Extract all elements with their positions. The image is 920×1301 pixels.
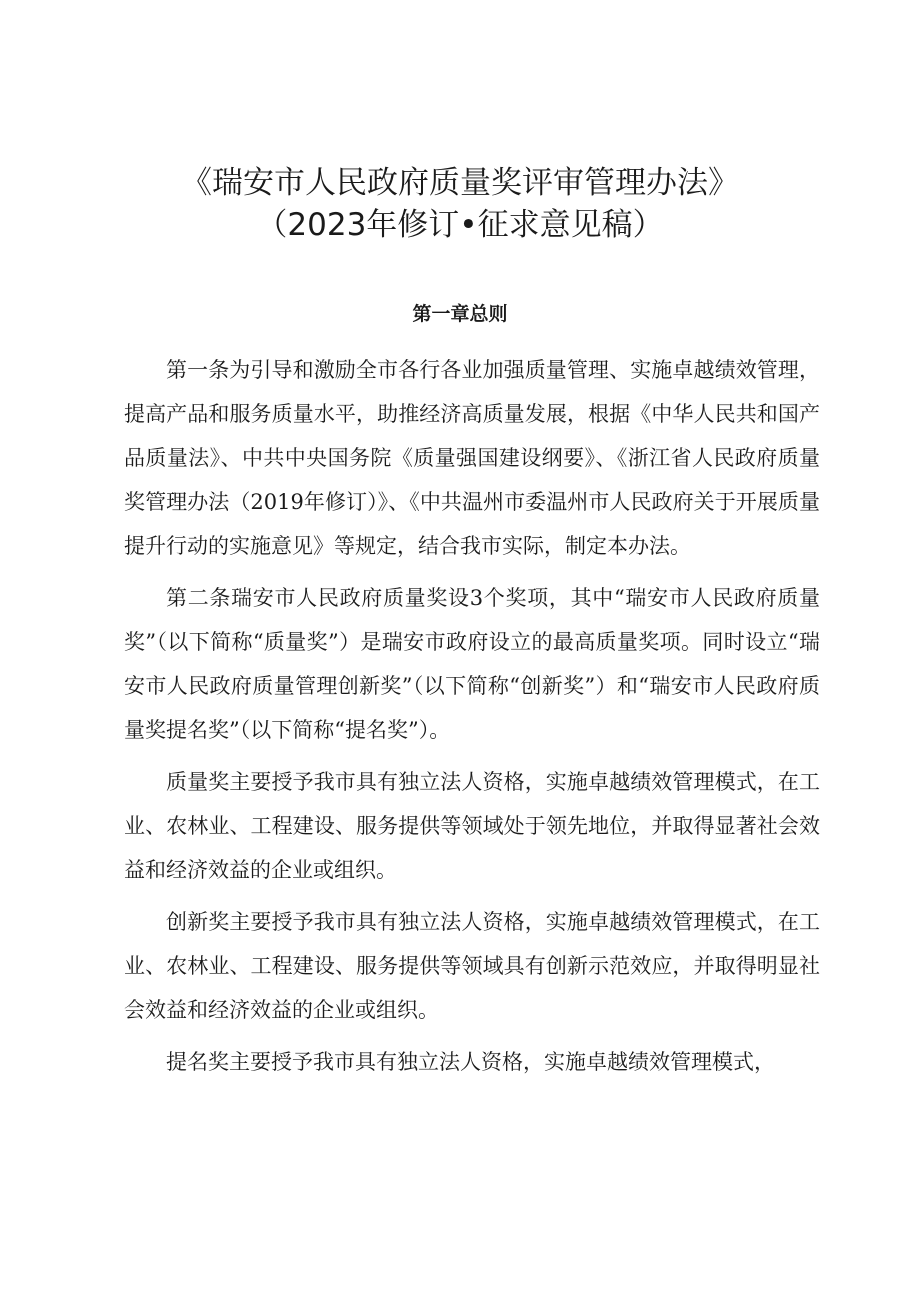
paragraph-innovation-award: 创新奖主要授予我市具有独立法人资格，实施卓越绩效管理模式，在工业、农林业、工程建设、服务提供等领域具有创新示范效应，并取得明显社会效益和经济效益的企业或组织。 (124, 910, 820, 1022)
paragraph-quality-award: 质量奖主要授予我市具有独立法人资格，实施卓越绩效管理模式，在工业、农林业、工程建设、服务提供等领域处于领先地位，并取得显著社会效益和经济效益的企业或组织。 (124, 770, 820, 882)
paragraph-article-1: 第一条为引导和激励全市各行各业加强质量管理、实施卓越绩效管理，提高产品和服务质量水平，助推经济高质量发展，根据《中华人民共和国产品质量法》、中共中央国务院《质量强国建设纲要》、《浙江省人民政府质量奖管理办法（2019年修订）》、《中共温州市委温州市人民政府关于开展质量提升行动的实施意见》等规定，结合我市实际，制定本办法。 (124, 358, 820, 558)
document-title: 《瑞安市人民政府质量奖评审管理办法》 (181, 165, 739, 201)
paragraph-article-2: 第二条瑞安市人民政府质量奖设3个奖项，其中“瑞安市人民政府质量奖”（以下简称“质量奖”）是瑞安市政府设立的最高质量奖项。同时设立“瑞安市人民政府质量管理创新奖”（以下简称“创新奖”）和“瑞安市人民政府质量奖提名奖”（以下简称“提名奖”）。 (124, 586, 820, 742)
chapter-heading: 第一章总则 (412, 303, 508, 325)
document-body (124, 348, 820, 1092)
document-subtitle: （2023年修订•征求意见稿） (256, 207, 664, 243)
paragraph-nomination-award: 提名奖主要授予我市具有独立法人资格，实施卓越绩效管理模式， (166, 1050, 775, 1074)
